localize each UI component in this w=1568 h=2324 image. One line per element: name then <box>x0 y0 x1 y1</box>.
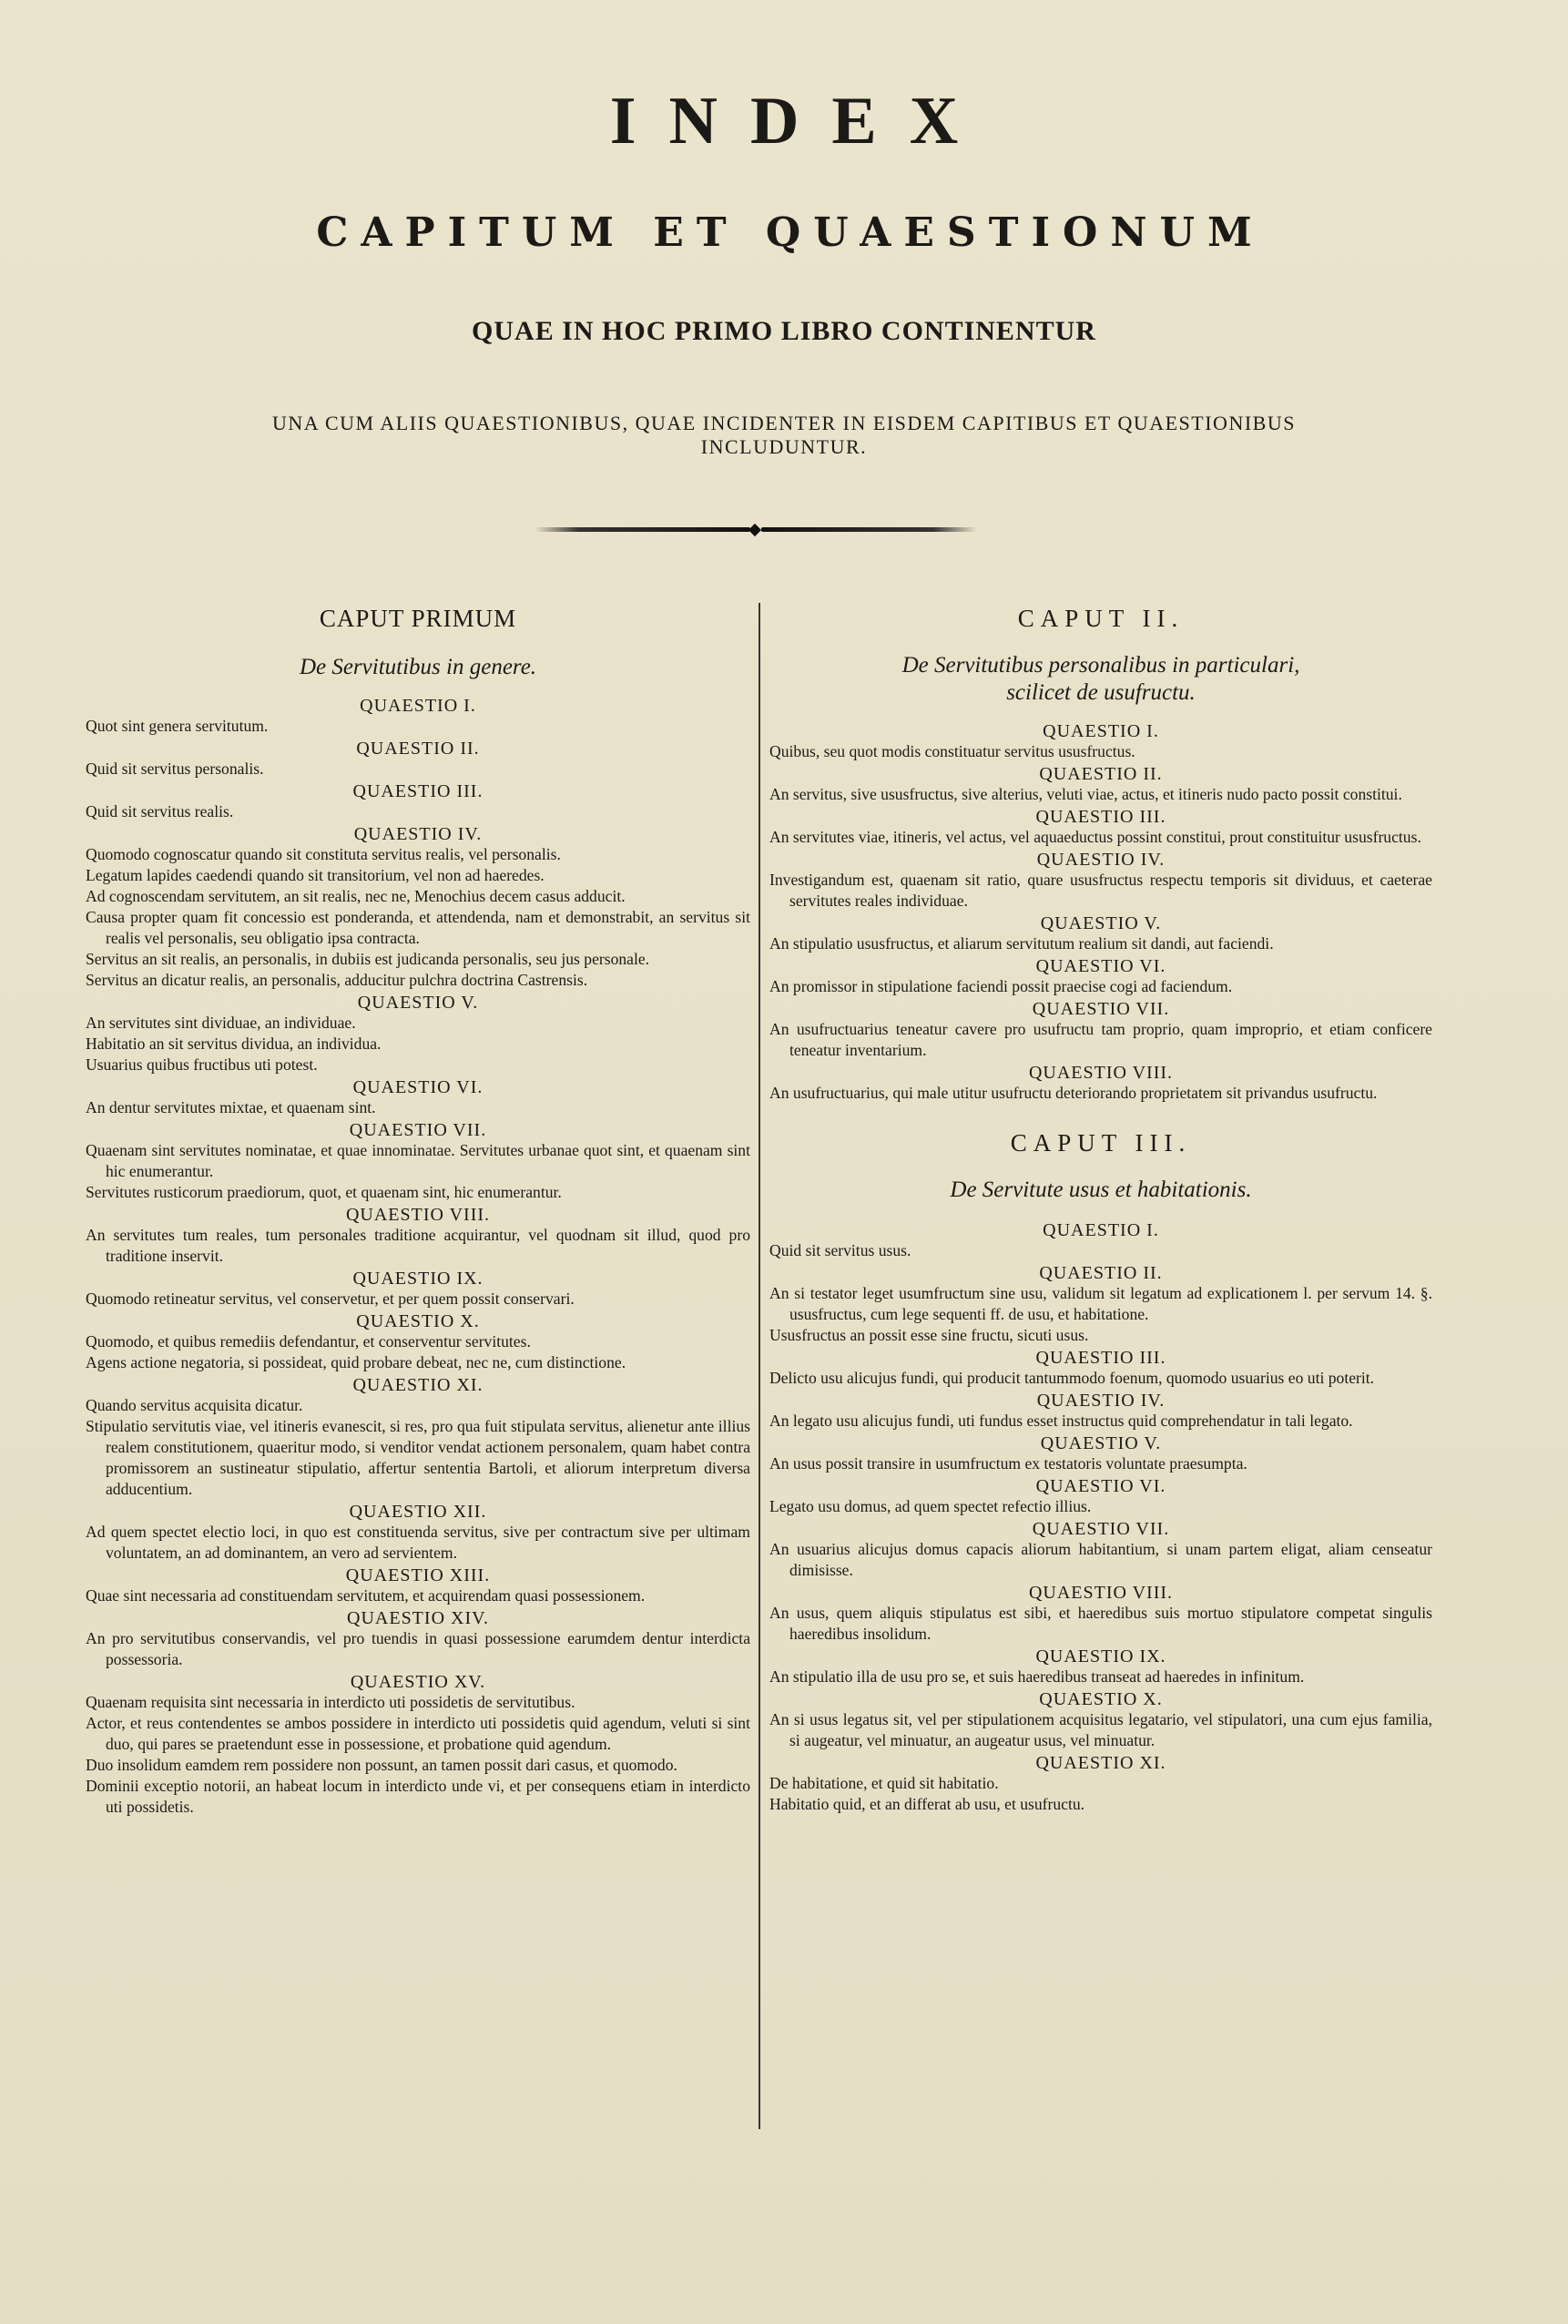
entry: Habitatio quid, et an differat ab usu, et usufructu. <box>769 1795 1085 1813</box>
page-subtitle-2: QUAE IN HOC PRIMO LIBRO CONTINENTUR <box>472 316 1096 346</box>
entry: Servitus an sit realis, an personalis, in dubiis est judicanda personalis, seu jus personale. <box>86 950 650 968</box>
entry: Quaenam requisita sint necessaria in interdicto uti possidetis de servitutibus. <box>86 1693 575 1711</box>
caput-subtitle: De Servitutibus personalibus in particulari, <box>901 653 1300 678</box>
quaestio-heading: QUAESTIO XI. <box>352 1375 484 1395</box>
entry: An si testator leget usumfructum sine usu, validum sit legatum ad explicationem l. per servum 14. §. ususfructus, cum lege sequenti ff. de usu, et habitatione. <box>769 1284 1432 1323</box>
quaestio-heading: QUAESTIO X. <box>356 1311 480 1331</box>
caput-title: CAPUT II. <box>1017 605 1185 632</box>
caput-title: CAPUT PRIMUM <box>319 605 517 632</box>
quaestio-heading: QUAESTIO I. <box>1043 1220 1159 1240</box>
quaestio-heading: QUAESTIO VI. <box>1035 1476 1166 1496</box>
quaestio-heading: QUAESTIO VI. <box>352 1077 484 1097</box>
entry: Usuarius quibus fructibus uti potest. <box>86 1055 318 1074</box>
entry: Quae sint necessaria ad constituendam servitutem, et acquirendam quasi possessionem. <box>86 1586 646 1605</box>
entry: Legato usu domus, ad quem spectet refectio illius. <box>769 1497 1092 1515</box>
entry: An dentur servitutes mixtae, et quaenam sint. <box>86 1098 376 1116</box>
page-subtitle: CAPITUM ET QUAESTIONUM <box>316 209 1265 256</box>
quaestio-heading: QUAESTIO I. <box>360 696 476 716</box>
entry: An usuarius alicujus domus capacis aliorum habitantium, si unam partem eligat, aliam censeatur dimisisse. <box>769 1540 1432 1579</box>
entry: An si usus legatus sit, vel per stipulationem acquisitus legatario, vel stipulatori, una cum ejus familia, si augeatur, vel minuatur, an augeatur usus, vel minuatur. <box>769 1710 1432 1749</box>
quaestio-heading: QUAESTIO II. <box>1039 764 1163 784</box>
quaestio-heading: QUAESTIO IX. <box>1035 1646 1166 1667</box>
quaestio-heading: QUAESTIO V. <box>357 993 479 1013</box>
quaestio-heading: QUAESTIO IV. <box>1036 850 1166 870</box>
entry: Habitatio an sit servitus dividua, an individua. <box>86 1035 382 1053</box>
entry: Delicto usu alicujus fundi, qui producit tantummodo foenum, quomodo usuarius eo uti poterit. <box>769 1369 1375 1387</box>
quaestio-heading: QUAESTIO VI. <box>1035 956 1166 976</box>
entry: Actor, et reus contendentes se ambos possidere in interdicto uti possidetis quid agendum, veluti si sint duo, qui pares se praetendunt esse in possessione, et probatione quid agendum. <box>86 1714 750 1753</box>
entry: Quando servitus acquisita dicatur. <box>86 1396 303 1414</box>
entry: An promissor in stipulatione faciendi possit praecise cogi ad faciendum. <box>769 977 1233 995</box>
quaestio-heading: QUAESTIO XIV. <box>347 1608 489 1628</box>
quaestio-heading: QUAESTIO VIII. <box>1028 1063 1174 1083</box>
quaestio-heading: QUAESTIO VIII. <box>345 1205 491 1225</box>
entry: Quomodo retineatur servitus, vel conservetur, et per quem possit conservari. <box>86 1289 575 1308</box>
ornamental-rule <box>535 525 976 535</box>
ornament-bar-right <box>761 527 976 532</box>
entry: Stipulatio servitutis viae, vel itineris evanescit, si res, pro qua fuit stipulata servitus, alienetur ante illius realem constitutionem, quaeritur modo, si venditor vendat actionem personalem, quam habet contra promissorem an sustineatur stipulatio, affertur sententia Bartoli, et aliorum interpretum diversa adducentium. <box>86 1417 750 1498</box>
left-column <box>86 603 750 1818</box>
right-column <box>769 603 1432 1815</box>
entry: An servitutes tum reales, tum personales traditione acquirantur, vel quodnam sit illud, quod pro traditione inservit. <box>86 1226 750 1265</box>
entry: Quot sint genera servitutum. <box>86 717 269 735</box>
entry: An stipulatio ususfructus, et aliarum servitutum realium sit dandi, aut faciendi. <box>769 934 1274 953</box>
quaestio-heading: QUAESTIO V. <box>1040 913 1162 933</box>
entry: An usus, quem aliquis stipulatus est sibi, et haeredibus suis mortuo stipulatore competat singulis haeredibus insolidum. <box>769 1604 1432 1643</box>
entry: Ususfructus an possit esse sine fructu, sicuti usus. <box>769 1326 1089 1344</box>
entry: Duo insolidum eamdem rem possidere non possunt, an tamen possit dari casus, et quomodo. <box>86 1756 677 1774</box>
quaestio-heading: QUAESTIO XIII. <box>345 1565 491 1585</box>
entry: Quid sit servitus personalis. <box>86 759 264 778</box>
entry: An usufructuarius teneatur cavere pro usufructu tam proprio, quam improprio, et etiam conficere teneatur inventarium. <box>769 1020 1432 1059</box>
entry: Quid sit servitus realis. <box>86 802 234 821</box>
quaestio-heading: QUAESTIO V. <box>1040 1433 1162 1453</box>
entry: An usufructuarius, qui male utitur usufructu deteriorando proprietatem sit privandus usufructu. <box>769 1084 1378 1102</box>
entry: An pro servitutibus conservandis, vel pro tuendis in quasi possessione earumdem dentur interdicta possessoria. <box>86 1629 750 1668</box>
quaestio-heading: QUAESTIO I. <box>1043 721 1159 741</box>
quaestio-heading: QUAESTIO X. <box>1039 1689 1163 1709</box>
quaestio-heading: QUAESTIO IX. <box>352 1269 484 1289</box>
entry: Ad quem spectet electio loci, in quo est constituenda servitus, sive per contractum sive per ultimam voluntatem, an ad dominantem, an vero ad servientem. <box>86 1523 750 1562</box>
column-divider <box>759 603 760 2129</box>
quaestio-heading: QUAESTIO VII. <box>1032 999 1170 1019</box>
quaestio-heading: QUAESTIO XI. <box>1035 1753 1166 1773</box>
page-title: INDEX <box>609 84 992 158</box>
entry: An legato usu alicujus fundi, uti fundus esset instructus quid comprehendatur in tali legato. <box>769 1412 1353 1430</box>
quaestio-heading: QUAESTIO III. <box>1035 807 1166 827</box>
quaestio-heading: QUAESTIO II. <box>1039 1263 1163 1283</box>
entry: Causa propter quam fit concessio est ponderanda, et attendenda, nam et demonstrabit, an servitus sit realis vel personalis, seu obligatio ipsa contracta. <box>86 908 750 947</box>
entry: Servitus an dicatur realis, an personalis, adducitur pulchra doctrina Castrensis. <box>86 971 588 989</box>
entry: An usus possit transire in usumfructum ex testatoris voluntate praesumpta. <box>769 1454 1247 1473</box>
caput-subtitle: De Servitute usus et habitationis. <box>950 1177 1252 1202</box>
entry: An servitutes viae, itineris, vel actus, vel aquaeductus possint constitui, prout constituitur ususfructus. <box>769 828 1421 846</box>
ornament-diamond <box>748 524 761 536</box>
entry: Quibus, seu quot modis constituatur servitus ususfructus. <box>769 742 1135 760</box>
entry: Investigandum est, quaenam sit ratio, quare ususfructus respectu temporis sit dividuus, et caeterae servitutes reales individuae. <box>769 871 1432 910</box>
entry: Quaenam sint servitutes nominatae, et quae innominatae. Servitutes urbanae quot sint, et quaenam sint hic enumerantur. <box>86 1141 750 1180</box>
quaestio-heading: QUAESTIO VII. <box>349 1120 487 1140</box>
quaestio-heading: QUAESTIO IV. <box>353 824 483 844</box>
quaestio-heading: QUAESTIO XII. <box>349 1502 487 1522</box>
page-subtitle-3: UNA CUM ALIIS QUAESTIONIBUS, QUAE INCIDENTER IN EISDEM CAPITIBUS ET QUAESTIONIBUS INCLUDUNTUR. <box>272 412 1296 458</box>
quaestio-heading: QUAESTIO IV. <box>1036 1391 1166 1411</box>
quaestio-heading: QUAESTIO VIII. <box>1028 1583 1174 1603</box>
entry: Agens actione negatoria, si possideat, quid probare debeat, nec ne, cum distinctione. <box>86 1353 626 1371</box>
caput-subtitle: De Servitutibus in genere. <box>299 655 537 679</box>
entry: Quomodo, et quibus remediis defendantur, et conserventur servitutes. <box>86 1332 531 1351</box>
ornament-bar-left <box>535 527 750 532</box>
quaestio-heading: QUAESTIO III. <box>352 781 484 801</box>
quaestio-heading: QUAESTIO III. <box>1035 1348 1166 1368</box>
quaestio-heading: QUAESTIO XV. <box>350 1672 486 1692</box>
entry: Quid sit servitus usus. <box>769 1241 911 1259</box>
entry: Ad cognoscendam servitutem, an sit realis, nec ne, Menochius decem casus adducit. <box>86 887 626 905</box>
quaestio-heading: QUAESTIO VII. <box>1032 1519 1170 1539</box>
entry: An servitus, sive ususfructus, sive alterius, veluti viae, actus, et itineris nudo pacto possit constitui. <box>769 785 1402 803</box>
quaestio-heading: QUAESTIO II. <box>356 739 480 759</box>
caput-subtitle: scilicet de usufructu. <box>1006 680 1196 705</box>
caput-title: CAPUT III. <box>1010 1129 1192 1157</box>
entry: De habitatione, et quid sit habitatio. <box>769 1774 999 1792</box>
entry: Servitutes rusticorum praediorum, quot, et quaenam sint, hic enumerantur. <box>86 1183 562 1201</box>
entry: Dominii exceptio notorii, an habeat locum in interdicto unde vi, et per consequens etiam in interdicto uti possidetis. <box>86 1777 750 1816</box>
entry: Quomodo cognoscatur quando sit constituta servitus realis, vel personalis. <box>86 845 561 863</box>
entry: An stipulatio illa de usu pro se, et suis haeredibus transeat ad haeredes in infinitum. <box>769 1667 1305 1686</box>
entry: Legatum lapides caedendi quando sit transitorium, vel non ad haeredes. <box>86 866 545 884</box>
entry: An servitutes sint dividuae, an individuae. <box>86 1014 356 1032</box>
